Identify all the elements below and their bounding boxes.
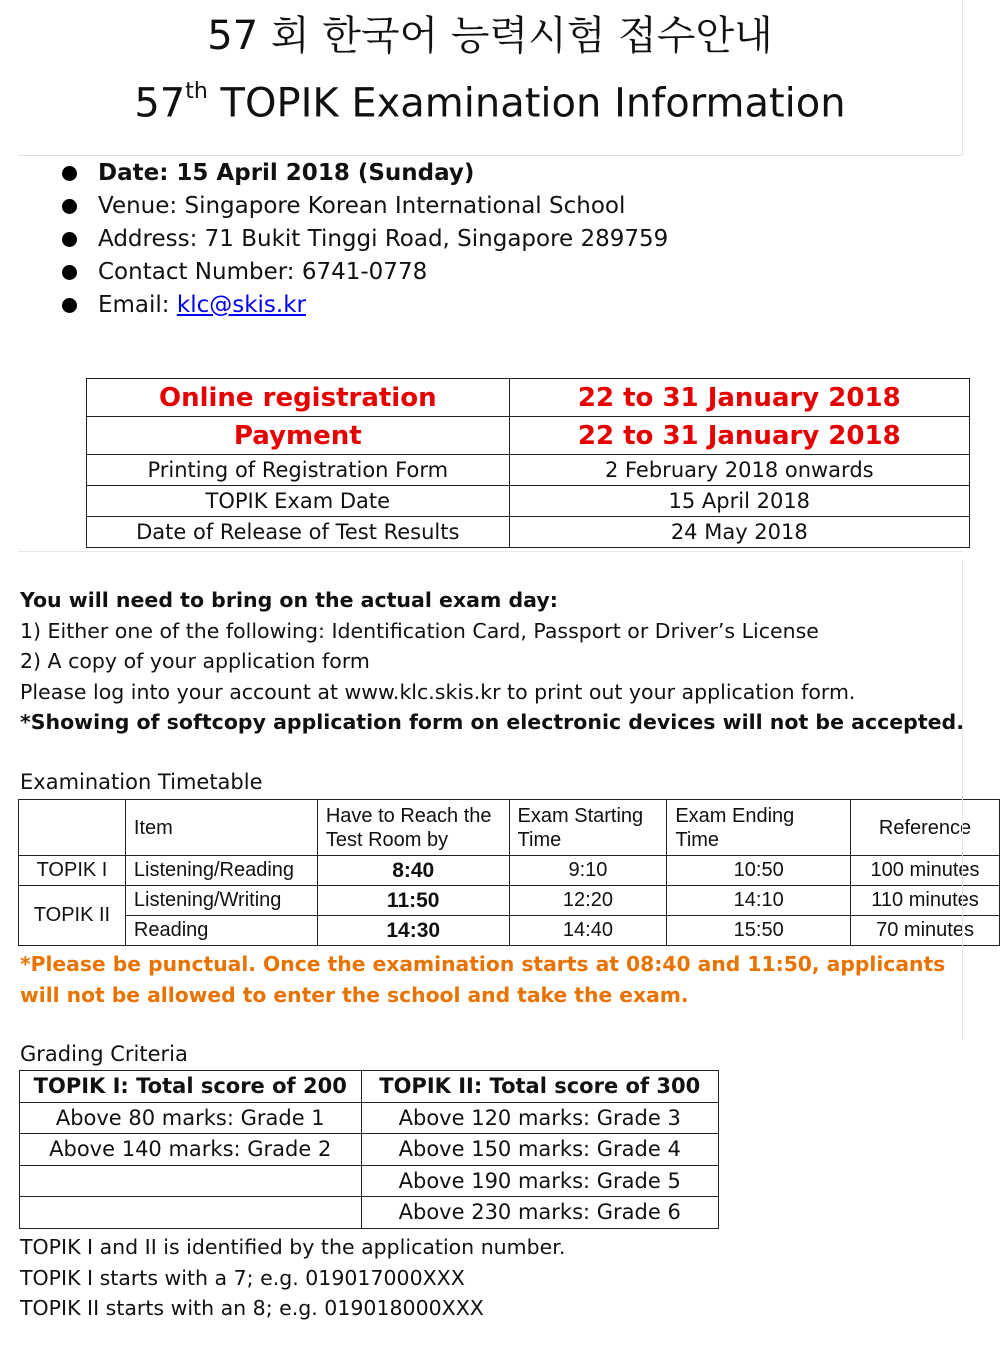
column-header: TOPIK I: Total score of 200	[20, 1071, 362, 1103]
reference-cell: 100 minutes	[851, 856, 1000, 886]
title-text: TOPIK Examination Information	[207, 80, 846, 127]
start-time-cell: 9:10	[509, 856, 667, 886]
page-title-english	[0, 68, 980, 131]
table-row	[20, 1197, 719, 1229]
end-time-cell: 15:50	[667, 916, 851, 946]
grading-title: Grading Criteria	[20, 1042, 188, 1066]
info-address: Address: 71 Bukit Tinggi Road, Singapore 289759	[60, 223, 668, 256]
grade-cell: Above 140 marks: Grade 2	[20, 1134, 362, 1166]
column-header: TOPIK II: Total score of 300	[361, 1071, 719, 1103]
title-superscript: th	[185, 79, 208, 104]
table-row	[20, 1165, 719, 1197]
table-row	[87, 455, 970, 486]
reach-time-cell: 11:50	[317, 886, 509, 916]
reach-time-cell: 8:40	[317, 856, 509, 886]
schedule-value: 22 to 31 January 2018	[509, 417, 969, 455]
note-line: TOPIK I and II is identified by the application number.	[20, 1235, 566, 1259]
end-time-cell: 10:50	[667, 856, 851, 886]
schedule-label: TOPIK Exam Date	[87, 486, 510, 517]
info-venue: Venue: Singapore Korean International School	[60, 190, 668, 223]
punctuality-notice: *Please be punctual. Once the examination starts at 08:40 and 11:50, applicants will not be allowed to enter the school and take the exam.	[20, 952, 946, 1007]
schedule-label: Online registration	[87, 379, 510, 417]
table-row	[19, 856, 1000, 886]
schedule-value: 2 February 2018 onwards	[509, 455, 969, 486]
page-title-korean: 57 회 한국어 능력시험 접수안내	[207, 13, 773, 59]
info-contact: Contact Number: 6741-0778	[60, 256, 668, 289]
table-row	[19, 916, 1000, 946]
bring-line: 2) A copy of your application form	[20, 649, 370, 674]
timetable-title: Examination Timetable	[20, 770, 263, 794]
bring-line: Please log into your account at www.klc.skis.kr to print out your application form.	[20, 679, 856, 704]
schedule-value: 24 May 2018	[509, 517, 969, 548]
schedule-label: Date of Release of Test Results	[87, 517, 510, 548]
table-row	[87, 517, 970, 548]
item-cell: Listening/Reading	[125, 856, 317, 886]
table-row	[87, 379, 970, 417]
exam-info-list	[60, 157, 668, 322]
schedule-value: 15 April 2018	[509, 486, 969, 517]
item-cell: Listening/Writing	[125, 886, 317, 916]
email-link[interactable]: klc@skis.kr	[176, 292, 306, 318]
start-time-cell: 12:20	[509, 886, 667, 916]
grade-cell	[20, 1197, 362, 1229]
note-line: TOPIK II starts with an 8; e.g. 019018000XXX	[20, 1296, 484, 1321]
column-header: Exam Starting Time	[509, 800, 667, 856]
table-header-row	[20, 1071, 719, 1103]
column-header	[19, 800, 126, 856]
column-header: Have to Reach the Test Room by	[317, 800, 509, 856]
exam-timetable	[18, 799, 1000, 946]
bullet-icon	[62, 298, 77, 313]
grade-cell	[20, 1165, 362, 1197]
table-row	[87, 417, 970, 455]
bring-warning: *Showing of softcopy application form on electronic devices will not be accepted.	[20, 710, 964, 735]
section-divider	[18, 551, 962, 552]
schedule-label: Payment	[87, 417, 510, 455]
bullet-icon	[62, 232, 77, 247]
bring-line: 1) Either one of the following: Identification Card, Passport or Driver’s License	[20, 618, 819, 643]
table-row	[20, 1102, 719, 1134]
note-line: TOPIK I starts with a 7; e.g. 019017000XXX	[20, 1265, 465, 1290]
title-number: 57	[134, 80, 186, 127]
grading-criteria-table	[19, 1070, 719, 1229]
item-cell: Reading	[125, 916, 317, 946]
bring-heading: You will need to bring on the actual exam day:	[20, 588, 558, 612]
page-edge-line	[962, 560, 963, 1040]
bullet-icon	[62, 166, 77, 181]
grade-cell: Above 190 marks: Grade 5	[361, 1165, 719, 1197]
title-divider	[18, 155, 962, 156]
reach-time-cell: 14:30	[317, 916, 509, 946]
schedule-value: 22 to 31 January 2018	[509, 379, 969, 417]
info-date: Date: 15 April 2018 (Sunday)	[60, 157, 668, 190]
start-time-cell: 14:40	[509, 916, 667, 946]
bullet-icon	[62, 265, 77, 280]
grade-cell: Above 230 marks: Grade 6	[361, 1197, 719, 1229]
grade-cell: Above 80 marks: Grade 1	[20, 1102, 362, 1134]
registration-schedule-table	[86, 378, 970, 548]
schedule-label: Printing of Registration Form	[87, 455, 510, 486]
column-header: Item	[125, 800, 317, 856]
grade-cell: Above 120 marks: Grade 3	[361, 1102, 719, 1134]
table-header-row	[19, 800, 1000, 856]
end-time-cell: 14:10	[667, 886, 851, 916]
column-header: Exam Ending Time	[667, 800, 851, 856]
table-row	[19, 886, 1000, 916]
info-email: Email: klc@skis.kr	[60, 289, 668, 322]
table-row	[20, 1134, 719, 1166]
level-cell: TOPIK II	[19, 886, 126, 946]
table-row	[87, 486, 970, 517]
reference-cell: 110 minutes	[851, 886, 1000, 916]
reference-cell: 70 minutes	[851, 916, 1000, 946]
bullet-icon	[62, 199, 77, 214]
column-header: Reference	[851, 800, 1000, 856]
application-number-notes	[20, 1232, 565, 1324]
level-cell: TOPIK I	[19, 856, 126, 886]
bring-items-section	[20, 585, 964, 738]
grade-cell: Above 150 marks: Grade 4	[361, 1134, 719, 1166]
